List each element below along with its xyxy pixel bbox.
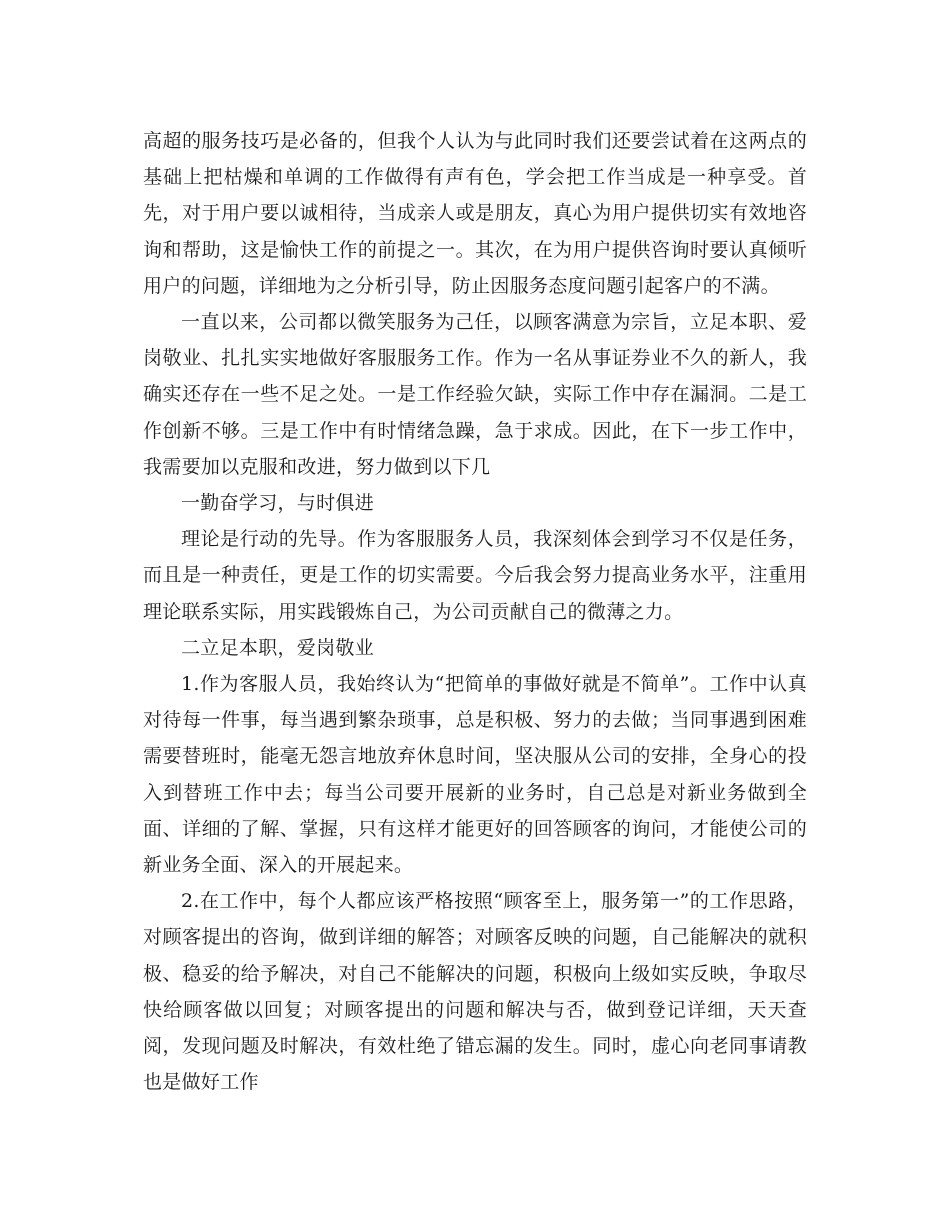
paragraph-point-2: 2.在工作中，每个人都应该严格按照“顾客至上，服务第一”的工作思路，对顾客提出的咨询，做到详细的解答；对顾客反映的问题，自己能解决的就积极、稳妥的给予解决，对自己不能解决的问题，积极向上级如实反映，争取尽快给顾客做以回复；对顾客提出的问题和解决与否，做到登记详细，天天查阅，发现问题及时解决，有效杜绝了错忘漏的发生。同时，虚心向老同事请教也是做好工作 (143, 890, 807, 1094)
paragraph-point-1: 1.作为客服人员，我始终认为“把简单的事做好就是不简单”。工作中认真对待每一件事，每当遇到繁杂琐事，总是积极、努力的去做；当同事遇到困难需要替班时，能毫无怨言地放弃休息时间，坚决服从公司的安排，全身心的投入到替班工作中去；每当公司要开展新的业务时，自己总是对新业务做到全面、详细的了解、掌握，只有这样才能更好的回答顾客的询问，才能使公司的新业务全面、深入的开展起来。 (143, 673, 807, 877)
paragraph-service-skills: 高超的服务技巧是必备的，但我个人认为与此同时我们还要尝试着在这两点的基础上把枯燥和单调的工作做得有声有色，学会把工作当成是一种享受。首先，对于用户要以诚相待，当成亲人或是朋友，真心为用户提供切实有效地咨询和帮助，这是愉快工作的前提之一。其次，在为用户提供咨询时要认真倾听用户的问题，详细地为之分析引导，防止因服务态度问题引起客户的不满。 (143, 130, 807, 297)
paragraph-study: 理论是行动的先导。作为客服服务人员，我深刻体会到学习不仅是任务，而且是一种责任，更是工作的切实需要。今后我会努力提高业务水平，注重用理论联系实际，用实践锻炼自己，为公司贡献自己的微薄之力。 (143, 528, 807, 623)
document-body (143, 123, 807, 1100)
section-heading-dedication: 二立足本职，爱岗敬业 (181, 636, 375, 659)
section-heading-study: 一勤奋学习，与时俱进 (181, 492, 375, 515)
paragraph-company-service: 一直以来，公司都以微笑服务为己任，以顾客满意为宗旨，立足本职、爱岗敬业、扎扎实实地做好客服服务工作。作为一名从事证券业不久的新人，我确实还存在一些不足之处。一是工作经验欠缺，实际工作中存在漏洞。二是工作创新不够。三是工作中有时情绪急躁，急于求成。因此，在下一步工作中，我需要加以克服和改进，努力做到以下几 (143, 311, 807, 478)
